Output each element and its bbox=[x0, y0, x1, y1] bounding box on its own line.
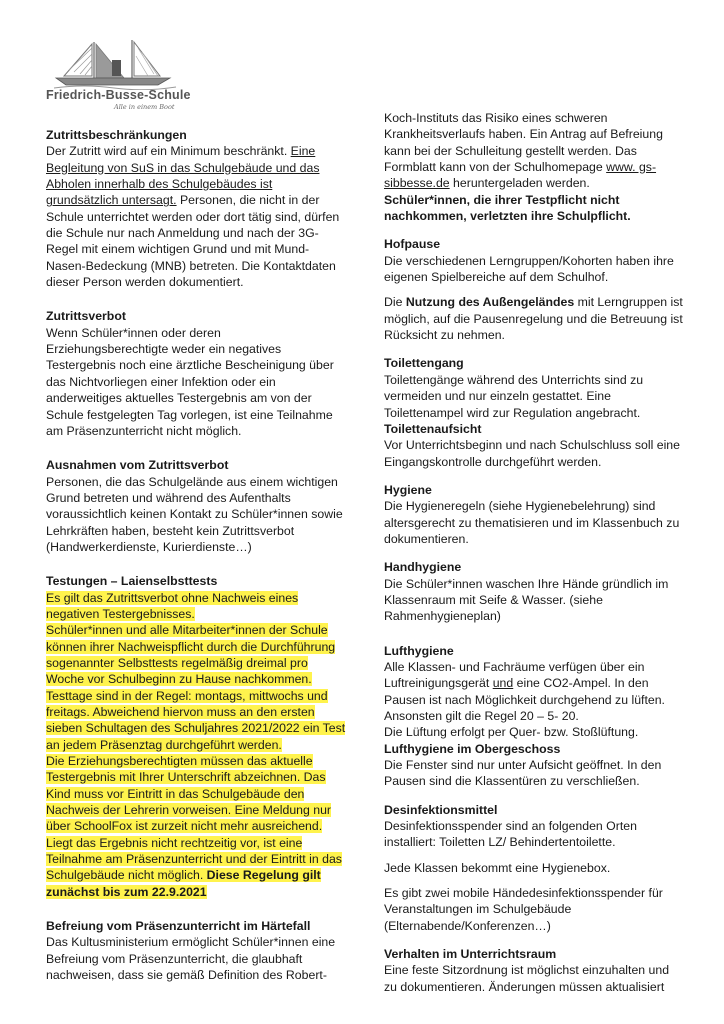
zutritt-text-1: Der Zutritt wird auf ein Minimum beschränkt. bbox=[46, 144, 291, 159]
heading-desinfektion: Desinfektionsmittel bbox=[384, 802, 498, 817]
spacer bbox=[384, 876, 684, 885]
paragraph-testungen-4 bbox=[46, 753, 346, 835]
highlight-text: Die Erziehungsberechtigten müssen das aktuelle Testergebnis mit Ihrer Unterschrift abzeichnen. Das Kind muss vor Eintritt in das Schulgebäude den Nachweis der Lehrerin vorweisen. Eine Meldung nur über SchoolFox ist zurzeit nicht mehr ausreichend. bbox=[46, 754, 332, 834]
paragraph-zutritt bbox=[46, 143, 346, 290]
heading-ausnahmen: Ausnahmen vom Zutrittsverbot bbox=[46, 458, 229, 473]
school-tagline: Alle in einem Boot bbox=[114, 103, 175, 111]
heading-testungen: Testungen – Laienselbsttests bbox=[46, 574, 218, 589]
section-toilettengang bbox=[384, 355, 684, 420]
section-befreiung bbox=[46, 918, 346, 983]
paragraph-verhalten: Eine feste Sitzordnung ist möglichst einzuhalten und zu dokumentieren. Änderungen müssen aktualisiert bbox=[384, 963, 670, 994]
befreiung-cont-text-2: heruntergeladen werden. bbox=[449, 176, 590, 191]
heading-hofpause: Hofpause bbox=[384, 237, 441, 252]
section-lufthygiene bbox=[384, 643, 684, 741]
lufthygiene-underlined: und bbox=[492, 676, 514, 691]
paragraph-testungen-3 bbox=[46, 688, 346, 753]
paragraph-ausnahmen: Personen, die das Schulgelände aus einem wichtigen Grund betreten und während des Aufenthalts voraussichtlich keinen Kontakt zu Schüler*innen sowie Lehrkräften haben, besteht kein Zutrittsverbot (Handwerkerdienste, Kurierdienste…) bbox=[46, 474, 343, 554]
heading-zutrittsverbot: Zutrittsverbot bbox=[46, 309, 126, 324]
school-name: Friedrich-Busse-Schule bbox=[46, 88, 191, 102]
paragraph-zutrittsverbot: Wenn Schüler*innen oder deren Erziehungsberechtigte weder ein negatives Testergebnis noch eine ärztliche Bescheinigung über das Nichtvorliegen einer Infektion oder ein anderweitiges aktuelles Testergebnis am von der Schule festgelegten Tag vorlegen, ist eine Teilnahme am Präsenzunterricht nicht möglich. bbox=[46, 325, 334, 438]
section-befreiung-continued bbox=[384, 110, 684, 224]
paragraph-toilettengang: Toilettengänge während des Unterrichts sind zu vermeiden und nur einzeln gestattet. Eine Toilettenampel wird zur Regulation angebracht. bbox=[384, 372, 644, 420]
highlight-text: Liegt das Ergebnis nicht rechtzeitig vor, ist eine Teilnahme am Präsenzunterricht und der Eintritt in das Schulgebäude nicht möglich. bbox=[46, 835, 342, 883]
section-obergeschoss bbox=[384, 741, 684, 790]
paragraph-lufthygiene-1 bbox=[384, 659, 684, 724]
paragraph-desinfektion-1: Desinfektionsspender sind an folgenden Orten installiert: Toiletten LZ/ Behindertentoilette. bbox=[384, 819, 637, 850]
highlight-text: Schüler*innen und alle Mitarbeiter*innen der Schule können ihrer Nachweispflicht durch die Durchführung sogenannter Selbsttests regelmäßig dreimal pro Woche vor Schulbeginn zu Hause nachkommen. bbox=[46, 623, 336, 687]
paragraph-desinfektion-2: Jede Klassen bekommt eine Hygienebox. bbox=[384, 860, 611, 875]
section-zutrittsbeschraenkungen bbox=[46, 127, 346, 290]
paragraph-toilettenaufsicht: Vor Unterrichtsbeginn und nach Schulschluss soll eine Eingangskontrolle durchgeführt werden. bbox=[384, 438, 680, 469]
zutritt-text-2: Personen, die nicht in der Schule unterrichtet werden oder dort tätig sind, dürfen die Schule nur nach Anmeldung und nach der 3G-Regel mit einem wichtigen Grund und mit Mund-Nasen-Bedeckung (MNB) betreten. Die Kontaktdaten dieser Person werden dokumentiert. bbox=[46, 193, 340, 290]
spacer bbox=[384, 851, 684, 860]
section-testungen bbox=[46, 573, 346, 900]
highlight-text: Es gilt das Zutrittsverbot ohne Nachweis eines negativen Testergebnisses. bbox=[46, 590, 299, 621]
school-homepage-link[interactable]: www. gs-sibbesse.de bbox=[384, 160, 657, 191]
hofpause-text-2: mit Lerngruppen ist möglich, auf die Pausenregelung und die Betreuung ist Rücksicht zu nehmen. bbox=[384, 295, 683, 343]
spacer bbox=[384, 285, 684, 294]
heading-toilettengang: Toilettengang bbox=[384, 356, 464, 371]
heading-verhalten: Verhalten im Unterrichtsraum bbox=[384, 947, 557, 962]
hofpause-bold: Nutzung des Außengeländes bbox=[405, 295, 575, 310]
paragraph-hygiene: Die Hygieneregeln (siehe Hygienebelehrung) sind altersgerecht zu thematisieren und im Klassenbuch zu dokumentieren. bbox=[384, 499, 680, 546]
heading-lufthygiene: Lufthygiene bbox=[384, 643, 454, 658]
paragraph-testungen-1 bbox=[46, 590, 346, 623]
section-verhalten bbox=[384, 946, 684, 995]
section-toilettenaufsicht bbox=[384, 421, 684, 470]
heading-obergeschoss: Lufthygiene im Obergeschoss bbox=[384, 741, 561, 756]
heading-toilettenaufsicht: Toilettenaufsicht bbox=[384, 421, 482, 436]
paragraph-hofpause-2 bbox=[384, 294, 684, 343]
heading-zutrittsbeschraenkungen: Zutrittsbeschränkungen bbox=[46, 128, 187, 142]
lufthygiene-text-2: eine CO2-Ampel. In den Pausen ist nach Möglichkeit durchgehend zu lüften. Ansonsten gilt die Regel 20 – 5- 20. bbox=[384, 676, 665, 723]
section-ausnahmen bbox=[46, 457, 346, 555]
paragraph-obergeschoss: Die Fenster sind nur unter Aufsicht geöffnet. In den Pausen sind die Klassentüren zu verschließen. bbox=[384, 758, 662, 789]
section-handhygiene bbox=[384, 559, 684, 624]
paragraph-befreiung-cont bbox=[384, 110, 684, 192]
paragraph-befreiung: Das Kultusministerium ermöglicht Schüler*innen eine Befreiung vom Präsenzunterricht, die glaubhaft nachweisen, dass sie gemäß Definition des Robert- bbox=[46, 935, 336, 983]
heading-handhygiene: Handhygiene bbox=[384, 560, 462, 575]
heading-befreiung: Befreiung vom Präsenzunterricht im Härtefall bbox=[46, 919, 311, 934]
section-desinfektion bbox=[384, 802, 684, 934]
paragraph-testungen-5 bbox=[46, 835, 346, 900]
paragraph-hofpause-1: Die verschiedenen Lerngruppen/Kohorten haben ihre eigenen Spielbereiche auf dem Schulhof. bbox=[384, 253, 674, 285]
paragraph-testpflicht: Schüler*innen, die ihrer Testpflicht nicht nachkommen, verletzten ihre Schulpflicht. bbox=[384, 192, 631, 224]
school-logo bbox=[46, 38, 191, 114]
section-hygiene bbox=[384, 482, 684, 547]
paragraph-lufthygiene-2: Die Lüftung erfolgt per Quer- bzw. Stoßlüftung. bbox=[384, 725, 639, 740]
paragraph-handhygiene: Die Schüler*innen waschen Ihre Hände gründlich im Klassenraum mit Seife & Wasser. (siehe Rahmenhygieneplan) bbox=[384, 576, 669, 624]
paragraph-testungen-2 bbox=[46, 622, 346, 687]
heading-hygiene: Hygiene bbox=[384, 482, 432, 497]
paragraph-desinfektion-3: Es gibt zwei mobile Händedesinfektionsspender für Veranstaltungen im Schulgebäude (Elternabende/Konferenzen…) bbox=[384, 886, 663, 933]
left-column bbox=[46, 127, 346, 984]
sailboat-icon bbox=[54, 38, 179, 90]
lufthygiene-text: Alle Klassen- und Fachräume verfügen über ein Luftreinigungsgerät bbox=[384, 659, 645, 691]
zutritt-underlined-text: Eine Begleitung von SuS in das Schulgebäude und das Abholen innerhalb des Schulgebäudes ist grundsätzlich untersagt. bbox=[46, 144, 320, 208]
right-column bbox=[384, 110, 684, 995]
section-zutrittsverbot bbox=[46, 308, 346, 439]
highlight-bold-text: Diese Regelung gilt zunächst bis zum 22.9.2021 bbox=[46, 868, 321, 899]
befreiung-cont-text: Koch-Instituts das Risiko eines schweren Krankheitsverlaufs haben. Ein Antrag auf Befreiung kann bei der Schulleitung gestellt werden. Das Formblatt kann von der Schulhomepage bbox=[384, 111, 663, 175]
section-hofpause bbox=[384, 236, 684, 343]
hofpause-text: Die bbox=[384, 295, 406, 310]
highlight-text: Testtage sind in der Regel: montags, mittwochs und freitags. Abweichend hiervon muss an den ersten sieben Schultagen des Schuljahres 2021/2022 ein Test an jedem Präsenztag durchgeführt werden. bbox=[46, 688, 346, 752]
